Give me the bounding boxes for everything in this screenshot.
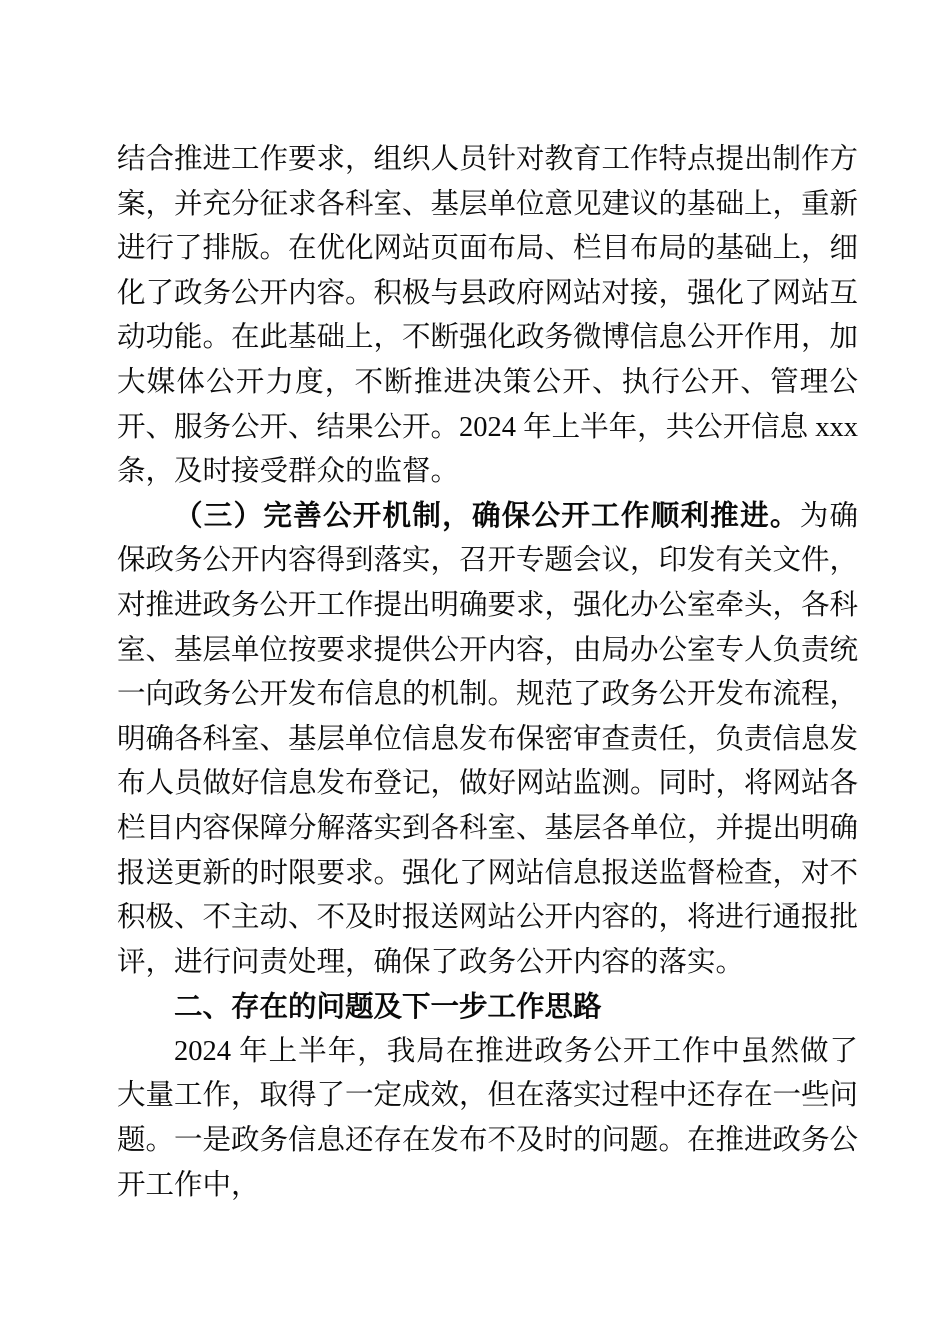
para-continuation: 结合推进工作要求，组织人员针对教育工作特点提出制作方案，并充分征求各科室、基层单位意见建议的基础上，重新进行了排版。在优化网站页面布局、栏目布局的基础上，细化了政务公开内容。积极与县政府网站对接，强化了网站互动功能。在此基础上，不断强化政务微博信息公开作用，加大媒体公开力度，不断推进决策公开、执行公开、管理公开、服务公开、结果公开。2024 年上半年，共公开信息 xxx 条，及时接受群众的监督。 (117, 144, 859, 488)
para-section-3-body: 为确保政务公开内容得到落实，召开专题会议，印发有关文件，对推进政务公开工作提出明确要求，强化办公室牵头，各科室、基层单位按要求提供公开内容，由局办公室专人负责统一向政务公开发布信息的机制。规范了政务公开发布流程，明确各科室、基层单位信息发布保密审查责任，负责信息发布人员做好信息发布登记，做好网站监测。同时，将网站各栏目内容保障分解落实到各科室、基层各单位，并提出明确报送更新的时限要求。强化了网站信息报送监督检查，对不积极、不主动、不及时报送网站公开内容的，将进行通报批评，进行问责处理，确保了政务公开内容的落实。 (117, 500, 859, 978)
heading-problems: 二、存在的问题及下一步工作思路 (174, 991, 602, 1024)
document-body (117, 138, 858, 1208)
para-section-3-lead: （三）完善公开机制，确保公开工作顺利推进。 (174, 500, 800, 532)
para-section-3 (117, 495, 858, 986)
para-problems: 2024 年上半年，我局在推进政务公开工作中虽然做了大量工作，取得了一定成效，但在落实过程中还存在一些问题。一是政务信息还存在发布不及时的问题。在推进政务公开工作中， (117, 1035, 859, 1201)
